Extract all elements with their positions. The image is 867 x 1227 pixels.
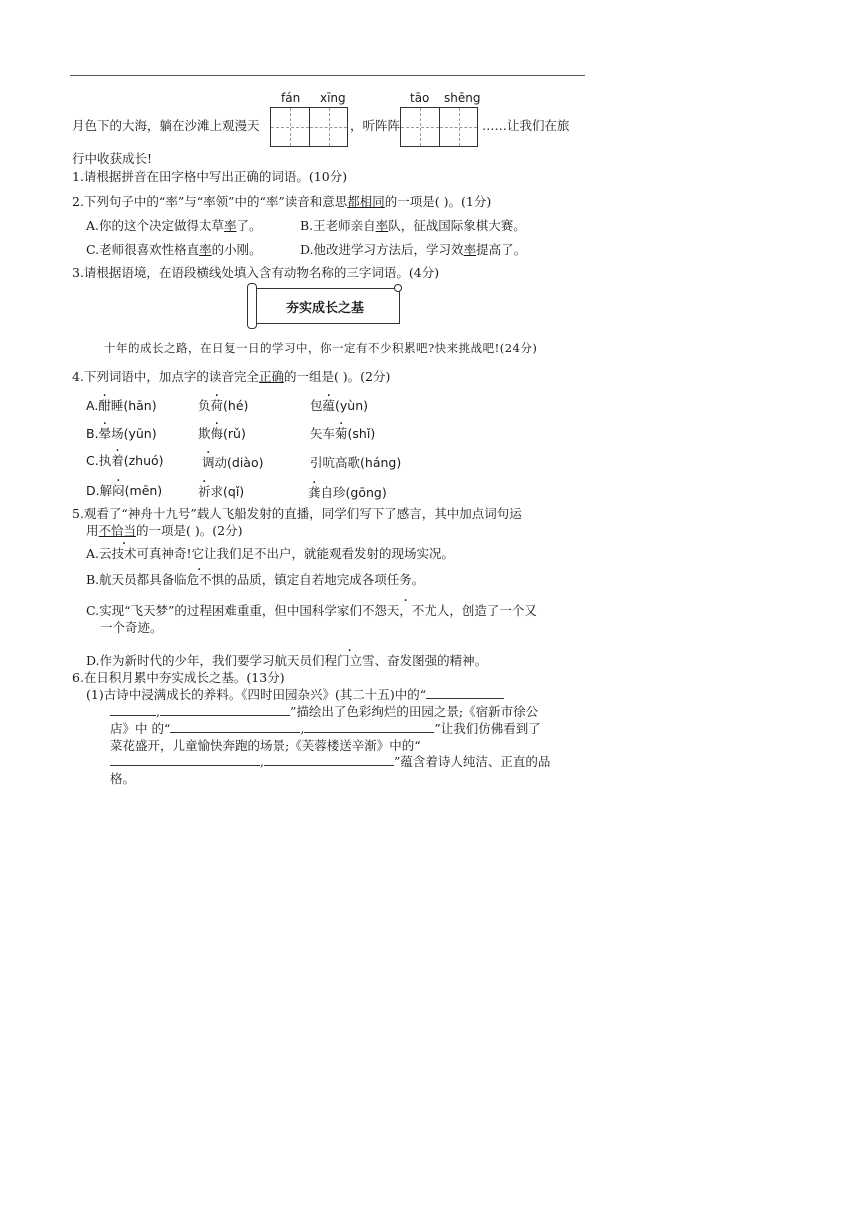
q4-option-d[interactable]: D.解闷(mēn)	[86, 483, 163, 498]
q5-option-c-cont: 一个奇迹。	[100, 620, 163, 635]
intro-line2: 行中收获成长!	[72, 151, 153, 166]
tianzige-grid-1[interactable]	[270, 107, 348, 147]
q5-option-d[interactable]: D.作为新时代的少年，我们要学习航天员们程门立雪、奋发图强的精神。	[86, 653, 488, 668]
q4-b-word3: 矢车菊(shǐ)	[310, 426, 376, 441]
question-4-stem: 4.下列词语中，加点字的读音完全正确的一组是( )。(2分)	[72, 369, 391, 384]
intro-line1-c: ……让我们在旅	[482, 118, 570, 133]
scroll-curl-icon	[247, 283, 257, 329]
pinyin-sheng: shēng	[444, 91, 481, 105]
answer-blank[interactable]	[426, 686, 504, 699]
q4-a-word3: 包蕴(yùn)	[310, 398, 369, 413]
q6-line-2: , ”描绘出了色彩绚烂的田园之景;《宿新市徐公	[110, 702, 538, 720]
grid-cell[interactable]	[439, 108, 477, 146]
answer-blank[interactable]	[304, 720, 434, 733]
answer-blank[interactable]	[264, 753, 394, 766]
grid-cell[interactable]	[401, 108, 439, 146]
q4-option-b[interactable]: B.晕场(yūn)	[86, 426, 157, 441]
grid-cell[interactable]	[271, 108, 309, 146]
q4-d-word3: 龚自珍(gōng)	[308, 485, 387, 500]
answer-blank[interactable]	[110, 703, 156, 716]
q4-c-word2: 调动(diào)	[202, 455, 264, 470]
q4-option-c[interactable]: C.执着(zhuó)	[86, 453, 164, 468]
question-5-stem-line1: 5.观看了“神舟十九号”载人飞船发射的直播，同学们写下了感言，其中加点词句运	[72, 506, 522, 521]
top-rule	[70, 75, 585, 76]
q6-line-5: , ”蕴含着诗人纯洁、正直的品	[110, 752, 550, 770]
q6-line-4: 菜花盛开，儿童愉快奔跑的场景;《芙蓉楼送辛渐》中的“	[110, 738, 421, 753]
pinyin-fan: fán	[281, 91, 301, 105]
q6-line-1: (1)古诗中浸满成长的养料。《四时田园杂兴》(其二十五)中的“	[86, 685, 504, 703]
q4-b-word2: 欺侮(rǔ)	[198, 426, 246, 441]
answer-blank[interactable]	[110, 753, 260, 766]
intro-line1-b: ，听阵阵	[350, 118, 401, 133]
q4-d-word2: 祈求(qǐ)	[198, 484, 245, 499]
question-2-stem: 2.下列句子中的“率”与“率领”中的“率”读音和意思都相同的一项是( )。(1分)	[72, 194, 492, 209]
q2-option-c[interactable]: C.老师很喜欢性格直率的小刚。	[86, 242, 262, 257]
question-5-stem-line2: 用不恰当的一项是( )。(2分)	[86, 523, 243, 538]
question-3: 3.请根据语境，在语段横线处填入含有动物名称的三字词语。(4分)	[72, 265, 440, 280]
q6-line-6: 格。	[110, 771, 136, 786]
q5-option-c[interactable]: C.实现“飞天梦”的过程困难重重，但中国科学家们· 不怨天，不尤人，创造了一个又	[86, 601, 537, 619]
section-title-banner	[250, 288, 400, 324]
q2-option-d[interactable]: D.他改进学习方法后，学习效率提高了。	[300, 242, 527, 257]
q4-c-word3: 引吭高歌(háng)	[310, 455, 402, 470]
q5-option-a[interactable]: A.云技术可真神奇!它让我们足不出户，就能观看发射的现场实况。	[86, 546, 455, 561]
q4-a-word2: 负荷(hé)	[198, 398, 249, 413]
answer-blank[interactable]	[170, 720, 300, 733]
q5-option-b[interactable]: B.航天员都具备临危不惧的品质，镇定自若地完成各项任务。	[86, 572, 425, 587]
q4-option-a[interactable]: A.酣睡(hān)	[86, 398, 157, 413]
pinyin-xing: xīng	[320, 91, 346, 105]
q2-option-b[interactable]: B.王老师亲自率队，征战国际象棋大赛。	[300, 218, 526, 233]
question-6-stem: 6.在日积月累中夯实成长之基。(13分)	[72, 670, 285, 685]
answer-blank[interactable]	[160, 703, 290, 716]
grid-cell[interactable]	[309, 108, 347, 146]
scroll-knob-icon	[394, 284, 402, 292]
tianzige-grid-2[interactable]	[400, 107, 478, 147]
q6-line-3: 店》中 的“ , ”让我们仿佛看到了	[110, 721, 541, 736]
q2-option-a[interactable]: A.你的这个决定做得太草率了。	[86, 218, 262, 233]
pinyin-tao: tāo	[410, 91, 430, 105]
question-1: 1.请根据拼音在田字格中写出正确的词语。(10分)	[72, 169, 348, 184]
section-intro: 十年的成长之路，在日复一日的学习中，你一定有不少积累吧?快来挑战吧!(24分)	[104, 341, 538, 355]
section-title: 夯实成长之基	[285, 300, 364, 316]
intro-line1-a: 月色下的大海，躺在沙滩上观漫天	[72, 118, 260, 133]
